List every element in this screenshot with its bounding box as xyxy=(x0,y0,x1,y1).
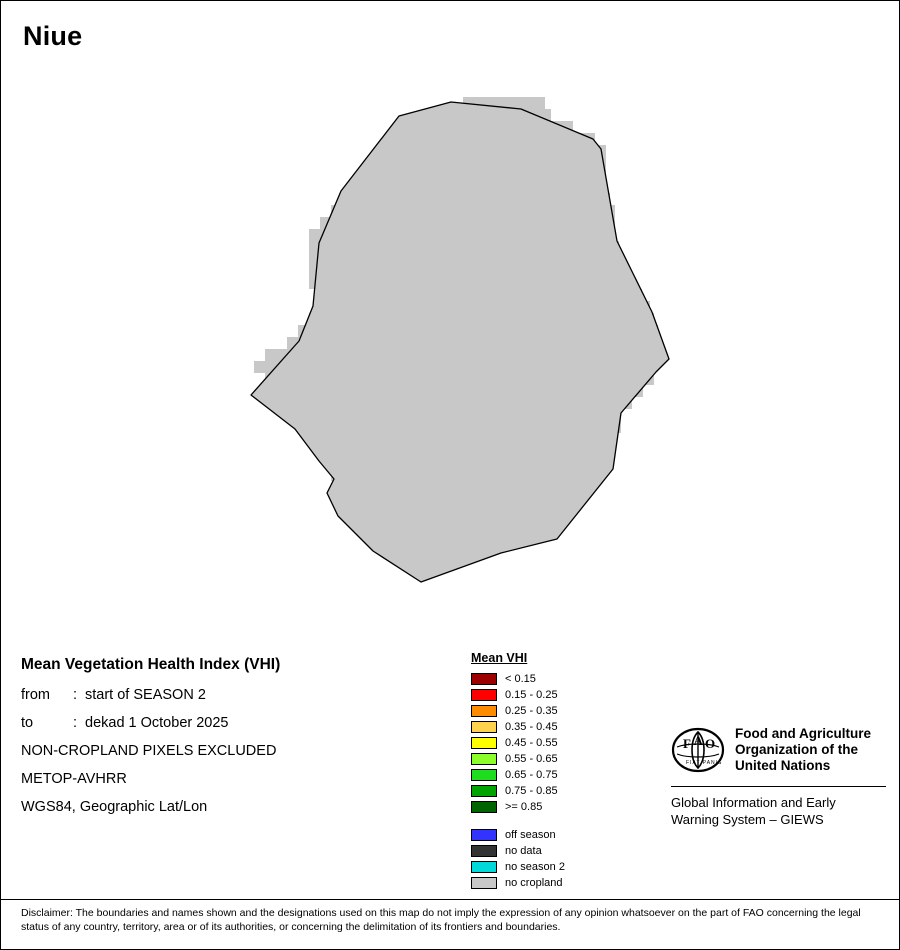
fao-name-line-3: United Nations xyxy=(735,758,831,773)
legend-item xyxy=(471,767,661,783)
legend-item xyxy=(471,875,661,891)
giews-line-2: Warning System – GIEWS xyxy=(671,812,824,827)
svg-text:F: F xyxy=(683,736,691,751)
legend-item xyxy=(471,719,661,735)
vhi-legend xyxy=(471,651,661,891)
legend-item xyxy=(471,671,661,687)
fao-organization-name xyxy=(735,726,871,774)
info-from-label: from xyxy=(21,687,50,703)
legend-swatch-icon xyxy=(471,829,497,841)
map-info-block xyxy=(21,656,451,827)
giews-line-1: Global Information and Early xyxy=(671,795,836,810)
info-note-cropland: NON-CROPLAND PIXELS EXCLUDED xyxy=(21,743,277,759)
legend-item xyxy=(471,735,661,751)
legend-swatch-icon xyxy=(471,861,497,873)
legend-label: 0.65 - 0.75 xyxy=(505,769,558,781)
disclaimer-text: Disclaimer: The boundaries and names shown and the designations used on this map do not imply the expression of any opinion whatsoever on the part of FAO concerning the legal status of any country, territory, area or of its authorities, or concerning the delimitation of its frontiers and boundaries. xyxy=(21,907,861,933)
info-from-value: start of SEASON 2 xyxy=(85,687,206,703)
legend-item xyxy=(471,827,661,843)
fao-logo-icon xyxy=(671,723,725,777)
legend-swatch-icon xyxy=(471,737,497,749)
legend-swatch-icon xyxy=(471,801,497,813)
page-title: Niue xyxy=(23,21,83,51)
info-from-sep: : xyxy=(73,687,78,703)
info-to-value: dekad 1 October 2025 xyxy=(85,715,229,731)
fao-name-line-2: Organization of the xyxy=(735,742,858,757)
legend-swatch-icon xyxy=(471,673,497,685)
legend-label: no data xyxy=(505,845,542,857)
info-note-projection: WGS84, Geographic Lat/Lon xyxy=(21,799,208,815)
map-canvas xyxy=(1,61,900,631)
legend-divider xyxy=(471,815,661,827)
country-boundary xyxy=(251,102,669,582)
legend-label: no cropland xyxy=(505,877,563,889)
legend-label: no season 2 xyxy=(505,861,565,873)
legend-label: 0.25 - 0.35 xyxy=(505,705,558,717)
disclaimer-divider xyxy=(1,899,900,900)
legend-swatch-icon xyxy=(471,753,497,765)
fao-divider xyxy=(671,786,886,787)
legend-swatch-icon xyxy=(471,877,497,889)
legend-swatch-icon xyxy=(471,689,497,701)
legend-item xyxy=(471,859,661,875)
legend-label: < 0.15 xyxy=(505,673,536,685)
legend-label: 0.35 - 0.45 xyxy=(505,721,558,733)
legend-swatch-icon xyxy=(471,845,497,857)
legend-item xyxy=(471,783,661,799)
legend-swatch-icon xyxy=(471,721,497,733)
legend-item xyxy=(471,703,661,719)
info-row-to xyxy=(21,715,451,731)
legend-label: >= 0.85 xyxy=(505,801,543,813)
svg-text:O: O xyxy=(705,736,716,751)
info-to-sep: : xyxy=(73,715,78,731)
svg-text:A: A xyxy=(693,733,703,748)
legend-swatch-icon xyxy=(471,705,497,717)
fao-name-line-1: Food and Agriculture xyxy=(735,726,871,741)
giews-label xyxy=(671,794,886,828)
legend-label: 0.55 - 0.65 xyxy=(505,753,558,765)
legend-label: 0.75 - 0.85 xyxy=(505,785,558,797)
info-note-sensor: METOP-AVHRR xyxy=(21,771,127,787)
fao-branding xyxy=(671,723,886,828)
legend-label: 0.45 - 0.55 xyxy=(505,737,558,749)
info-to-label: to xyxy=(21,715,34,731)
svg-text:FIAT PANIS: FIAT PANIS xyxy=(686,760,723,766)
fao-header xyxy=(671,723,886,777)
vhi-legend-title: Mean VHI xyxy=(471,651,528,665)
legend-label: 0.15 - 0.25 xyxy=(505,689,558,701)
info-row-from xyxy=(21,687,451,703)
legend-item xyxy=(471,751,661,767)
legend-swatch-icon xyxy=(471,769,497,781)
legend-swatch-icon xyxy=(471,785,497,797)
legend-label: off season xyxy=(505,829,556,841)
legend-item xyxy=(471,843,661,859)
legend-item xyxy=(471,687,661,703)
legend-item xyxy=(471,799,661,815)
info-heading: Mean Vegetation Health Index (VHI) xyxy=(21,656,281,673)
